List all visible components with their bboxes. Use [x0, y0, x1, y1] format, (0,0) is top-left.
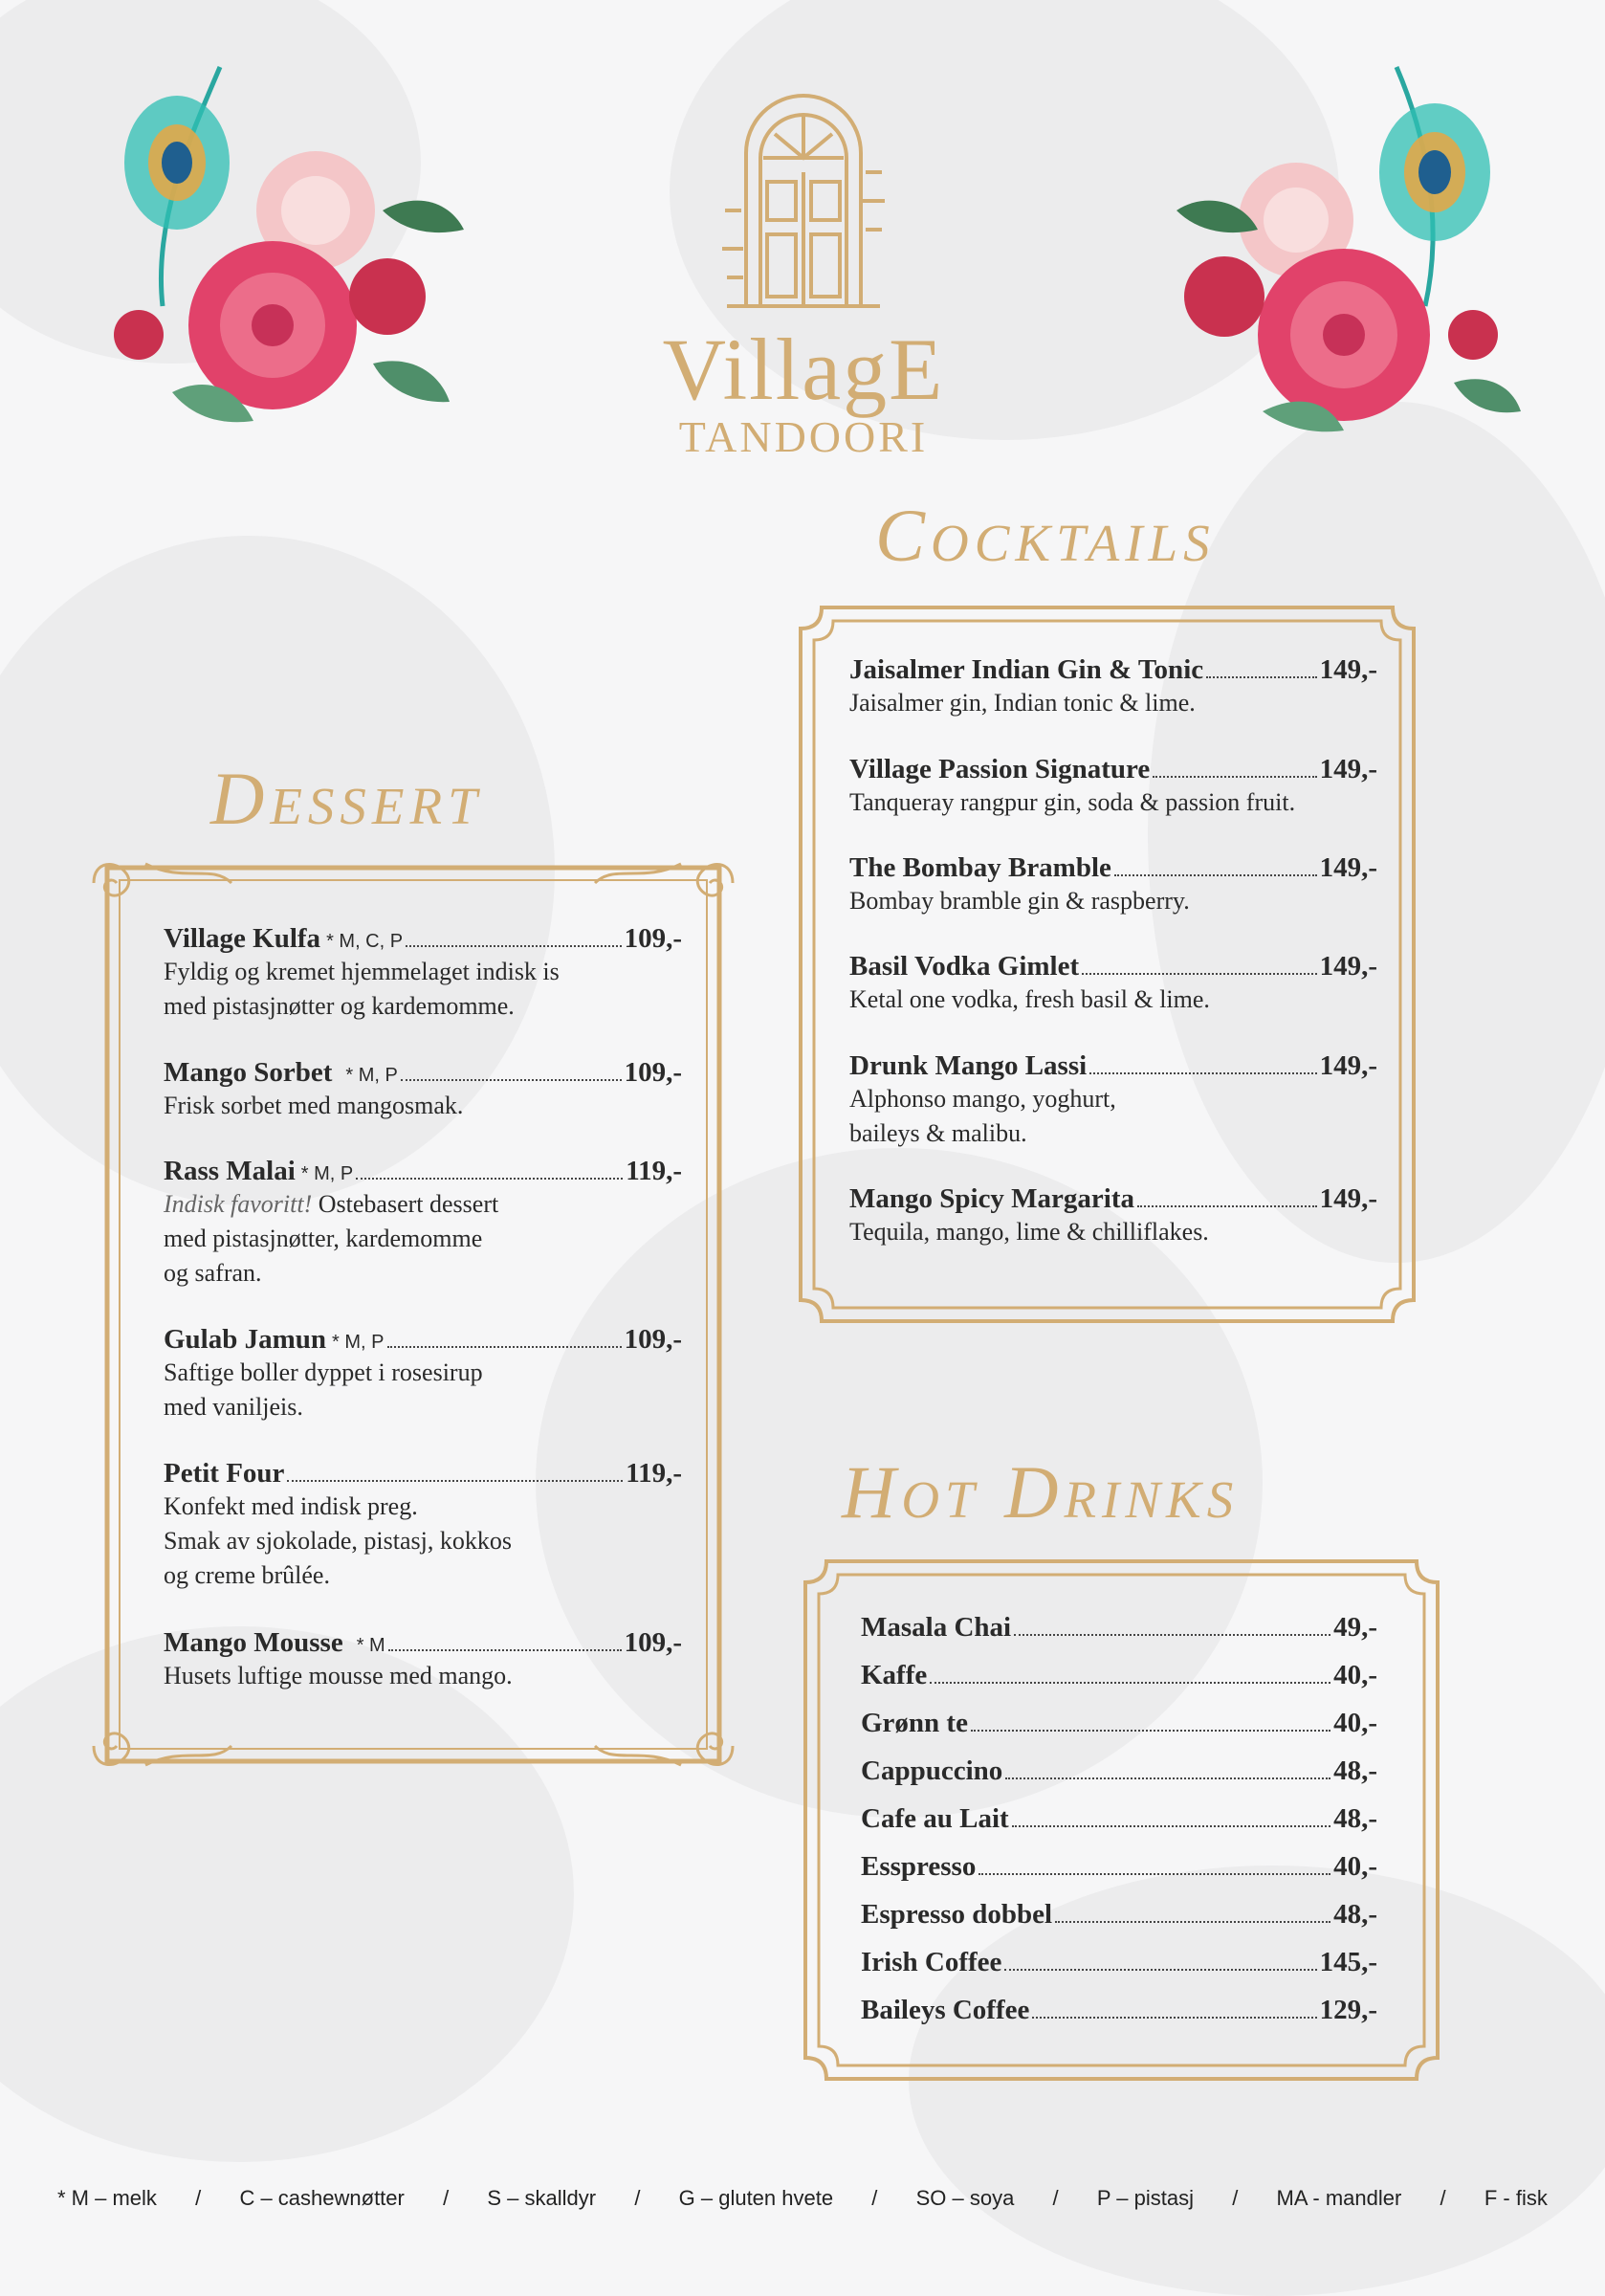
- leader-dots: [1137, 1205, 1317, 1207]
- legend-item: F - fisk: [1484, 2186, 1548, 2210]
- leader-dots: [971, 1730, 1330, 1732]
- leader-dots: [406, 945, 622, 947]
- item-name: Mango Spicy Margarita: [849, 1183, 1135, 1214]
- legend-separator: /: [1232, 2186, 1239, 2210]
- leader-dots: [1082, 973, 1316, 975]
- item-price: 149,-: [1319, 754, 1377, 784]
- leader-dots: [1089, 1072, 1316, 1074]
- item-allergens: * M, P: [345, 1065, 398, 1086]
- item-price: 49,-: [1333, 1612, 1377, 1643]
- leader-dots: [1153, 776, 1316, 778]
- hot-drinks-heading: Hot Drinks: [842, 1450, 1240, 1534]
- item-description: [164, 1187, 682, 1222]
- leader-dots: [1206, 676, 1316, 678]
- item-description: med vaniljeis.: [164, 1393, 303, 1421]
- leader-dots: [1032, 2017, 1316, 2019]
- item-description: Ketal one vodka, fresh basil & lime.: [849, 985, 1210, 1013]
- item-price: 129,-: [1319, 1995, 1377, 2025]
- cocktail-item: [849, 852, 1377, 918]
- item-price: 109,-: [624, 1627, 682, 1658]
- item-price: 40,-: [1333, 1708, 1377, 1738]
- legend-item: * M – melk: [57, 2186, 157, 2210]
- hot-drink-row: [861, 1708, 1377, 1739]
- item-name: Basil Vodka Gimlet: [849, 951, 1080, 982]
- item-name: Mango Mousse: [164, 1627, 343, 1658]
- dessert-heading: Dessert: [210, 757, 483, 840]
- item-allergens: * M, C, P: [326, 931, 404, 952]
- item-highlight: Indisk favoritt!: [164, 1190, 313, 1218]
- hot-drink-row: [861, 1899, 1377, 1931]
- item-description: med pistasjnøtter, kardemomme: [164, 1225, 483, 1252]
- item-price: 149,-: [1319, 951, 1377, 982]
- item-allergens: * M, P: [332, 1332, 385, 1353]
- item-description: Tanqueray rangpur gin, soda & passion fruit.: [849, 788, 1296, 816]
- item-name: Espresso dobbel: [861, 1899, 1053, 1930]
- item-description: Smak av sjokolade, pistasj, kokkos: [164, 1527, 512, 1555]
- legend-item: G – gluten hvete: [678, 2186, 834, 2210]
- hot-drink-row: [861, 1851, 1377, 1883]
- leader-dots: [1114, 874, 1317, 876]
- leader-dots: [1055, 1921, 1330, 1923]
- item-price: 48,-: [1333, 1803, 1377, 1834]
- restaurant-logo: [612, 67, 995, 459]
- legend-separator: /: [1440, 2186, 1446, 2210]
- hot-drink-row: [861, 1612, 1377, 1644]
- cocktails-heading: Cocktails: [875, 494, 1216, 577]
- item-description: Saftige boller dyppet i rosesirup: [164, 1358, 483, 1386]
- item-description: og safran.: [164, 1259, 262, 1287]
- item-name: The Bombay Bramble: [849, 852, 1111, 883]
- leader-dots: [930, 1682, 1330, 1684]
- item-description: Bombay bramble gin & raspberry.: [849, 887, 1190, 915]
- item-name: Rass Malai: [164, 1156, 296, 1186]
- item-description: baileys & malibu.: [849, 1119, 1027, 1147]
- leader-dots: [387, 1346, 622, 1348]
- floral-ornament-left: [86, 48, 469, 469]
- hot-drink-row: [861, 1995, 1377, 2026]
- item-name: Gulab Jamun: [164, 1324, 327, 1355]
- item-name: Cafe au Lait: [861, 1803, 1009, 1834]
- allergen-legend: [57, 2186, 1548, 2211]
- item-name: Grønn te: [861, 1708, 968, 1738]
- item-name: Drunk Mango Lassi: [849, 1050, 1088, 1081]
- leader-dots: [1005, 1777, 1330, 1779]
- item-price: 109,-: [624, 1324, 682, 1355]
- leader-dots: [287, 1480, 623, 1482]
- item-description: Konfekt med indisk preg.: [164, 1492, 418, 1520]
- item-price: 149,-: [1319, 654, 1377, 685]
- floral-ornament-right: [1138, 48, 1530, 469]
- item-name: Village Passion Signature: [849, 754, 1151, 784]
- cocktail-item: [849, 1183, 1377, 1249]
- item-price: 119,-: [626, 1458, 682, 1489]
- hot-drink-row: [861, 1947, 1377, 1978]
- item-price: 40,-: [1333, 1851, 1377, 1882]
- item-description: Husets luftige mousse med mango.: [164, 1662, 513, 1689]
- leader-dots: [1014, 1634, 1330, 1636]
- item-allergens: * M, P: [300, 1163, 354, 1184]
- item-description: og creme brûlée.: [164, 1561, 330, 1589]
- leader-dots: [978, 1873, 1330, 1875]
- item-description: Jaisalmer gin, Indian tonic & lime.: [849, 689, 1196, 717]
- item-price: 149,-: [1319, 1050, 1377, 1081]
- legend-item: C – cashewnøtter: [239, 2186, 405, 2210]
- dessert-item: [164, 1324, 682, 1424]
- dessert-item: [164, 923, 682, 1024]
- item-price: 145,-: [1319, 1947, 1377, 1977]
- legend-item: P – pistasj: [1096, 2186, 1194, 2210]
- item-name: Village Kulfa: [164, 923, 321, 954]
- legend-item: SO – soya: [915, 2186, 1015, 2210]
- cocktail-item: [849, 754, 1377, 820]
- leader-dots: [1004, 1969, 1316, 1971]
- hot-drink-row: [861, 1803, 1377, 1835]
- item-price: 109,-: [624, 923, 682, 954]
- item-price: 119,-: [626, 1156, 682, 1186]
- item-price: 149,-: [1319, 1183, 1377, 1214]
- item-name: Cappuccino: [861, 1755, 1003, 1786]
- item-price: 48,-: [1333, 1755, 1377, 1786]
- item-name: Jaisalmer Indian Gin & Tonic: [849, 654, 1204, 685]
- door-icon: [717, 67, 890, 316]
- legend-separator: /: [871, 2186, 878, 2210]
- legend-separator: /: [195, 2186, 202, 2210]
- legend-item: MA - mandler: [1276, 2186, 1402, 2210]
- leader-dots: [388, 1649, 622, 1651]
- item-name: Baileys Coffee: [861, 1995, 1030, 2025]
- item-description: Frisk sorbet med mangosmak.: [164, 1092, 464, 1119]
- hot-drink-row: [861, 1755, 1377, 1787]
- leader-dots: [401, 1079, 622, 1081]
- brand-subtitle: TANDOORI: [678, 412, 929, 461]
- item-price: 109,-: [624, 1057, 682, 1088]
- legend-item: S – skalldyr: [487, 2186, 597, 2210]
- item-description-text: Ostebasert dessert: [318, 1190, 499, 1218]
- legend-separator: /: [634, 2186, 641, 2210]
- item-name: Kaffe: [861, 1660, 928, 1690]
- dessert-item: [164, 1627, 682, 1693]
- item-description: Fyldig og kremet hjemmelaget indisk is: [164, 958, 560, 985]
- item-description: med pistasjnøtter og kardemomme.: [164, 992, 515, 1020]
- item-price: 48,-: [1333, 1899, 1377, 1930]
- leader-dots: [356, 1178, 623, 1180]
- item-name: Irish Coffee: [861, 1947, 1002, 1977]
- item-price: 40,-: [1333, 1660, 1377, 1690]
- item-description: Tequila, mango, lime & chilliflakes.: [849, 1218, 1209, 1246]
- item-price: 149,-: [1319, 852, 1377, 883]
- item-name: Petit Four: [164, 1458, 285, 1489]
- item-name: Mango Sorbet: [164, 1057, 333, 1088]
- cocktail-item: [849, 951, 1377, 1017]
- dessert-item: [164, 1156, 682, 1291]
- dessert-item: [164, 1057, 682, 1123]
- item-allergens: * M: [356, 1635, 385, 1656]
- leader-dots: [1012, 1825, 1330, 1827]
- cocktail-item: [849, 654, 1377, 720]
- item-description: Alphonso mango, yoghurt,: [849, 1085, 1116, 1113]
- dessert-item: [164, 1458, 682, 1593]
- legend-separator: /: [1052, 2186, 1059, 2210]
- item-name: Masala Chai: [861, 1612, 1012, 1643]
- hot-drink-row: [861, 1660, 1377, 1691]
- brand-title: VillagE: [662, 320, 945, 418]
- cocktail-item: [849, 1050, 1377, 1151]
- legend-separator: /: [443, 2186, 450, 2210]
- item-name: Esspresso: [861, 1851, 977, 1882]
